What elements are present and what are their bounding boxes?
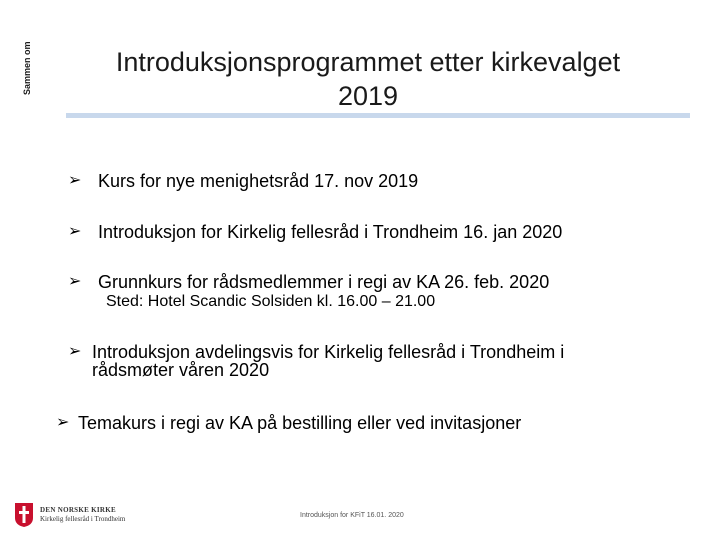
logo-text bbox=[40, 506, 125, 524]
bullet-item bbox=[68, 222, 562, 242]
arrow-bullet-icon: ➢ bbox=[68, 343, 82, 360]
bullet-item bbox=[68, 171, 418, 191]
arrow-bullet-icon: ➢ bbox=[68, 223, 82, 240]
slide-title-line1: Introduksjonsprogrammet etter kirkevalget bbox=[115, 47, 621, 77]
bullet-subtext: Sted: Hotel Scandic Solsiden kl. 16.00 – 21.00 bbox=[106, 293, 436, 310]
bullet-text: Kurs for nye menighetsråd 17. nov 2019 bbox=[98, 171, 419, 191]
slide-title bbox=[68, 45, 668, 113]
arrow-bullet-icon: ➢ bbox=[56, 414, 70, 431]
slide-title-line2: 2019 bbox=[337, 81, 399, 111]
bullet-item bbox=[68, 272, 549, 292]
bullet-text: Introduksjon for Kirkelig fellesråd i Trondheim 16. jan 2020 bbox=[98, 222, 563, 242]
church-logo bbox=[14, 502, 125, 528]
bullet-text-line1: Introduksjon avdelingsvis for Kirkelig fellesråd i Trondheim i bbox=[92, 342, 565, 362]
bullet-item bbox=[68, 343, 564, 379]
church-cross-logo-icon bbox=[14, 502, 34, 528]
bullet-text: Grunnkurs for rådsmedlemmer i regi av KA 26. feb. 2020 bbox=[98, 272, 550, 292]
logo-line1: DEN NORSKE KIRKE bbox=[40, 506, 116, 514]
bullet-text bbox=[92, 343, 564, 379]
title-underline bbox=[66, 113, 690, 118]
logo-line2: Kirkelig fellesråd i Trondheim bbox=[40, 515, 126, 523]
bullet-text-line2: rådsmøter våren 2020 bbox=[92, 360, 270, 380]
footer-text: Introduksjon for KFiT 16.01. 2020 bbox=[300, 512, 404, 519]
side-label: Sammen om bbox=[22, 41, 32, 95]
arrow-bullet-icon: ➢ bbox=[68, 273, 82, 290]
bullet-item bbox=[56, 413, 521, 433]
bullet-text: Temakurs i regi av KA på bestilling eller ved invitasjoner bbox=[78, 413, 522, 433]
arrow-bullet-icon: ➢ bbox=[68, 172, 82, 189]
